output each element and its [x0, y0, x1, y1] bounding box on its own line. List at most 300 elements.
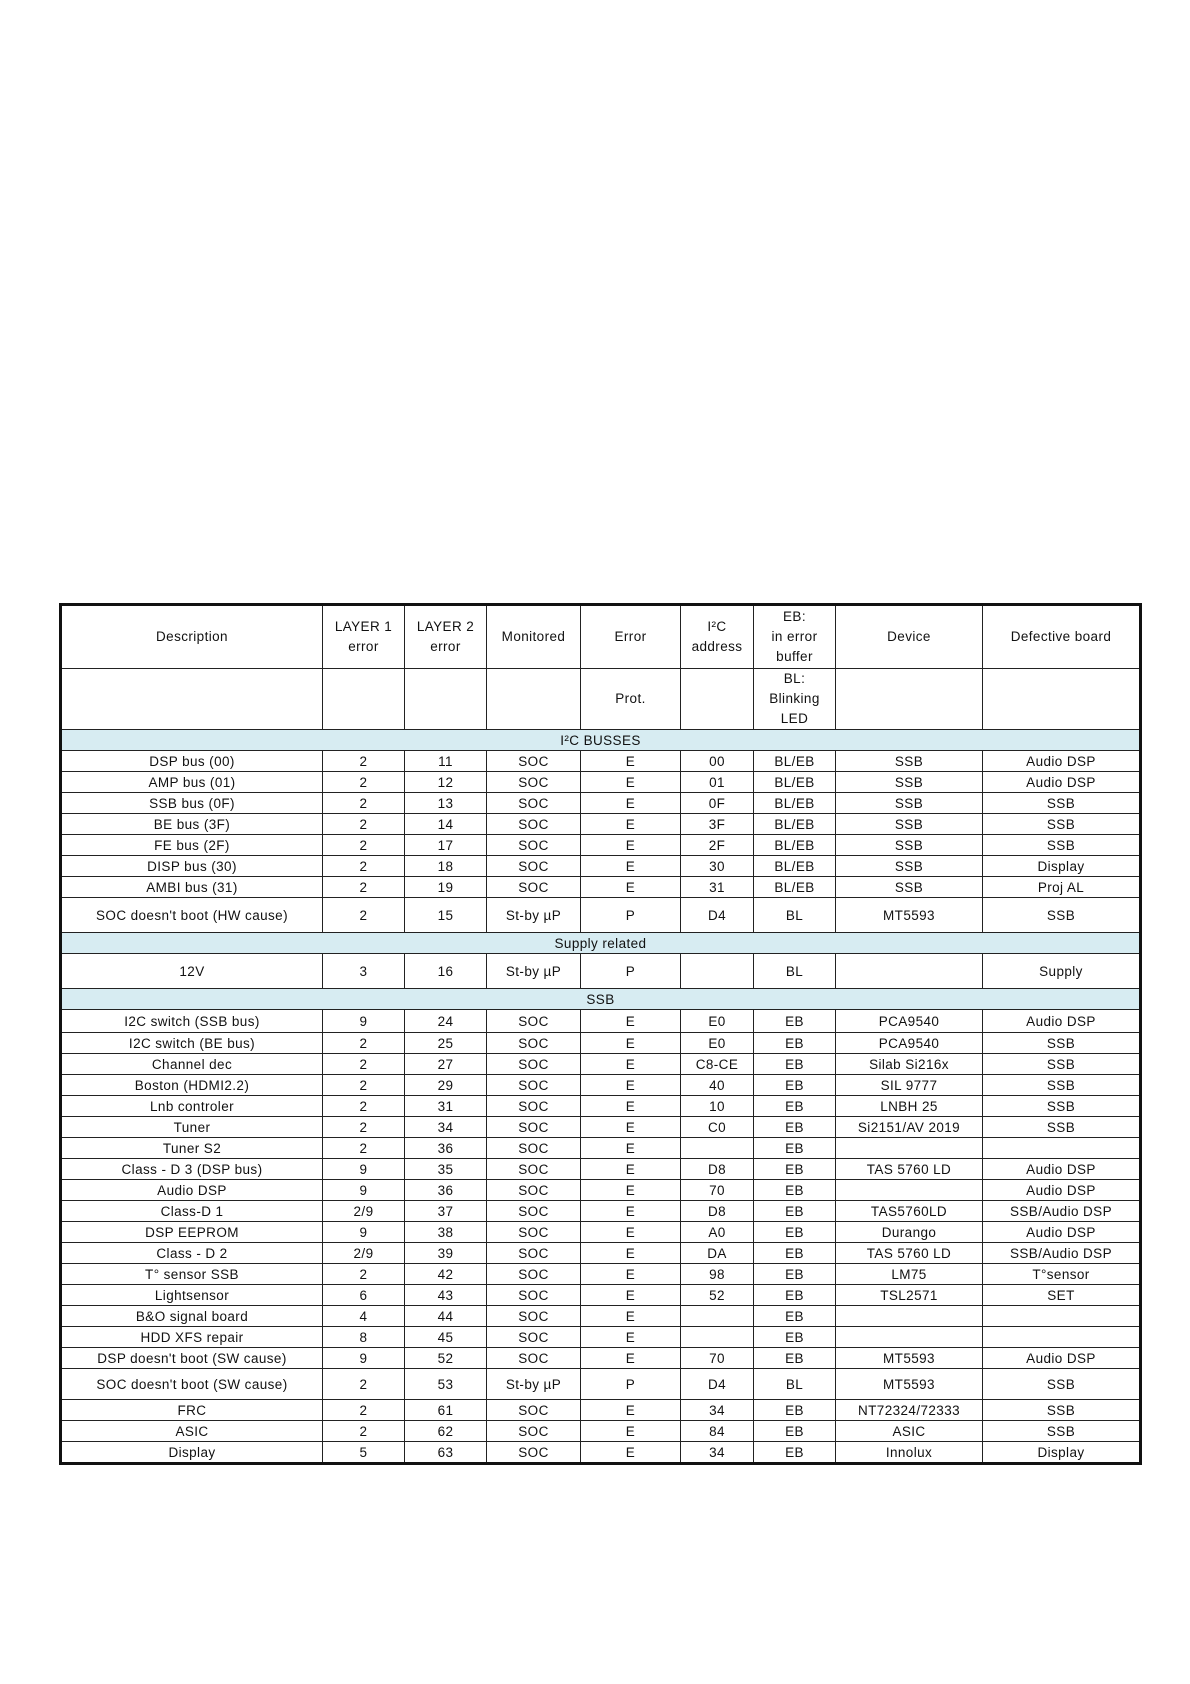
cell-defective-board: SSB [983, 835, 1141, 856]
cell-i2c-address: 70 [681, 1348, 754, 1369]
cell-device: ASIC [836, 1421, 983, 1442]
section-header-row [61, 730, 1141, 751]
cell-layer1-error: 2 [323, 1096, 405, 1117]
cell-eb-bl: EB [754, 1159, 836, 1180]
cell-layer2-error: 44 [405, 1306, 487, 1327]
header-layer1 [323, 605, 405, 669]
cell-error-type: P [581, 954, 681, 989]
cell-layer2-error: 62 [405, 1421, 487, 1442]
cell-layer2-error: 39 [405, 1243, 487, 1264]
cell-device: SSB [836, 877, 983, 898]
cell-layer1-error: 2 [323, 793, 405, 814]
cell-defective-board: Display [983, 1442, 1141, 1464]
cell-monitored: SOC [487, 1075, 581, 1096]
header-i2c-address [681, 605, 754, 669]
cell-error-type: E [581, 835, 681, 856]
section-title: I²C BUSSES [61, 730, 1141, 751]
cell-error-type: E [581, 1348, 681, 1369]
cell-defective-board: Audio DSP [983, 1180, 1141, 1201]
table-row [61, 1369, 1141, 1400]
cell-layer2-error: 45 [405, 1327, 487, 1348]
header-layer1-line1: LAYER 1 [334, 619, 393, 634]
cell-layer1-error: 9 [323, 1180, 405, 1201]
cell-layer2-error: 42 [405, 1264, 487, 1285]
cell-monitored: SOC [487, 814, 581, 835]
cell-i2c-address: D4 [681, 898, 754, 933]
subheader-empty [983, 669, 1141, 730]
cell-description: DSP bus (00) [61, 751, 323, 772]
cell-device: TAS5760LD [836, 1201, 983, 1222]
cell-eb-bl: EB [754, 1075, 836, 1096]
cell-error-type: E [581, 1117, 681, 1138]
header-monitored: Monitored [487, 605, 581, 669]
cell-device [836, 954, 983, 989]
table-row [61, 1400, 1141, 1421]
cell-layer2-error: 14 [405, 814, 487, 835]
cell-layer1-error: 2 [323, 814, 405, 835]
cell-layer2-error: 25 [405, 1033, 487, 1054]
cell-device [836, 1306, 983, 1327]
cell-description: AMBI bus (31) [61, 877, 323, 898]
cell-description: HDD XFS repair [61, 1327, 323, 1348]
cell-layer1-error: 2 [323, 751, 405, 772]
subheader-bl [754, 669, 836, 730]
cell-eb-bl: BL [754, 1369, 836, 1400]
cell-i2c-address: 34 [681, 1442, 754, 1464]
cell-device: MT5593 [836, 1369, 983, 1400]
subheader-empty [61, 669, 323, 730]
cell-defective-board: SSB [983, 1075, 1141, 1096]
cell-defective-board: SSB [983, 1033, 1141, 1054]
cell-eb-bl: EB [754, 1117, 836, 1138]
cell-description: Tuner S2 [61, 1138, 323, 1159]
cell-description: DISP bus (30) [61, 856, 323, 877]
cell-layer1-error: 2/9 [323, 1243, 405, 1264]
cell-defective-board: SSB [983, 1054, 1141, 1075]
cell-description: B&O signal board [61, 1306, 323, 1327]
cell-i2c-address: E0 [681, 1033, 754, 1054]
error-codes-table [59, 603, 1142, 1465]
table-row [61, 772, 1141, 793]
cell-description: Tuner [61, 1117, 323, 1138]
section-header-row [61, 933, 1141, 954]
cell-error-type: E [581, 1400, 681, 1421]
cell-eb-bl: EB [754, 1096, 836, 1117]
cell-eb-bl: EB [754, 1421, 836, 1442]
cell-error-type: E [581, 1138, 681, 1159]
cell-description: Class - D 3 (DSP bus) [61, 1159, 323, 1180]
cell-i2c-address [681, 1306, 754, 1327]
cell-description: Lnb controler [61, 1096, 323, 1117]
cell-i2c-address: 70 [681, 1180, 754, 1201]
cell-device: SSB [836, 814, 983, 835]
cell-layer1-error: 2 [323, 1421, 405, 1442]
cell-layer1-error: 9 [323, 1159, 405, 1180]
cell-eb-bl: EB [754, 1285, 836, 1306]
table-row [61, 954, 1141, 989]
cell-i2c-address: C0 [681, 1117, 754, 1138]
cell-device: Innolux [836, 1442, 983, 1464]
cell-description: I2C switch (SSB bus) [61, 1010, 323, 1033]
cell-monitored: SOC [487, 1421, 581, 1442]
cell-description: Lightsensor [61, 1285, 323, 1306]
cell-defective-board: Audio DSP [983, 751, 1141, 772]
cell-eb-bl: BL/EB [754, 856, 836, 877]
cell-monitored: SOC [487, 1327, 581, 1348]
cell-eb-bl: EB [754, 1054, 836, 1075]
cell-description: Channel dec [61, 1054, 323, 1075]
cell-error-type: E [581, 772, 681, 793]
cell-defective-board: T°sensor [983, 1264, 1141, 1285]
table-row [61, 793, 1141, 814]
cell-i2c-address: 52 [681, 1285, 754, 1306]
cell-description: T° sensor SSB [61, 1264, 323, 1285]
cell-layer1-error: 9 [323, 1348, 405, 1369]
cell-description: 12V [61, 954, 323, 989]
cell-i2c-address: 2F [681, 835, 754, 856]
cell-error-type: E [581, 1285, 681, 1306]
subheader-bl-line3: LED [780, 711, 809, 726]
cell-layer2-error: 37 [405, 1201, 487, 1222]
cell-error-type: E [581, 1033, 681, 1054]
cell-monitored: SOC [487, 1243, 581, 1264]
cell-eb-bl: BL [754, 898, 836, 933]
cell-layer1-error: 2 [323, 1264, 405, 1285]
subheader-bl-line1: BL: [783, 671, 806, 686]
cell-eb-bl: EB [754, 1306, 836, 1327]
cell-i2c-address: E0 [681, 1010, 754, 1033]
header-error: Error [581, 605, 681, 669]
cell-i2c-address: 98 [681, 1264, 754, 1285]
subheader-bl-line2: Blinking [769, 691, 820, 706]
cell-layer2-error: 29 [405, 1075, 487, 1096]
cell-defective-board: SET [983, 1285, 1141, 1306]
cell-defective-board: SSB [983, 1421, 1141, 1442]
header-i2c-line1: I²C [707, 619, 727, 634]
cell-eb-bl: EB [754, 1201, 836, 1222]
cell-i2c-address: D8 [681, 1159, 754, 1180]
cell-i2c-address: A0 [681, 1222, 754, 1243]
cell-layer2-error: 52 [405, 1348, 487, 1369]
cell-device: TSL2571 [836, 1285, 983, 1306]
cell-description: Display [61, 1442, 323, 1464]
cell-monitored: SOC [487, 1306, 581, 1327]
cell-i2c-address [681, 954, 754, 989]
cell-i2c-address: DA [681, 1243, 754, 1264]
cell-eb-bl: BL/EB [754, 751, 836, 772]
cell-monitored: SOC [487, 1054, 581, 1075]
cell-monitored: SOC [487, 793, 581, 814]
table-row [61, 1348, 1141, 1369]
cell-description: I2C switch (BE bus) [61, 1033, 323, 1054]
cell-defective-board: Supply [983, 954, 1141, 989]
subheader-prot: Prot. [581, 669, 681, 730]
table-row [61, 1243, 1141, 1264]
cell-device: SSB [836, 856, 983, 877]
error-codes-table-container [59, 603, 1139, 1465]
cell-monitored: SOC [487, 772, 581, 793]
table-row [61, 1138, 1141, 1159]
table-row [61, 1180, 1141, 1201]
table-row [61, 898, 1141, 933]
cell-eb-bl: EB [754, 1243, 836, 1264]
cell-description: ASIC [61, 1421, 323, 1442]
table-row [61, 835, 1141, 856]
cell-layer2-error: 31 [405, 1096, 487, 1117]
cell-layer1-error: 6 [323, 1285, 405, 1306]
cell-layer1-error: 5 [323, 1442, 405, 1464]
subheader-empty [405, 669, 487, 730]
cell-layer1-error: 2 [323, 1033, 405, 1054]
cell-error-type: E [581, 793, 681, 814]
cell-i2c-address: 40 [681, 1075, 754, 1096]
cell-defective-board: Audio DSP [983, 1348, 1141, 1369]
cell-description: SOC doesn't boot (SW cause) [61, 1369, 323, 1400]
cell-i2c-address [681, 1327, 754, 1348]
cell-device: NT72324/72333 [836, 1400, 983, 1421]
header-i2c-line2: address [691, 639, 743, 654]
cell-device: Silab Si216x [836, 1054, 983, 1075]
cell-layer2-error: 36 [405, 1180, 487, 1201]
header-layer2 [405, 605, 487, 669]
cell-device: MT5593 [836, 1348, 983, 1369]
table-row [61, 1054, 1141, 1075]
cell-monitored: St-by µP [487, 898, 581, 933]
cell-description: Class - D 2 [61, 1243, 323, 1264]
cell-i2c-address: 00 [681, 751, 754, 772]
cell-defective-board: Audio DSP [983, 1222, 1141, 1243]
cell-i2c-address: 34 [681, 1400, 754, 1421]
cell-eb-bl: BL/EB [754, 877, 836, 898]
cell-i2c-address: 0F [681, 793, 754, 814]
cell-eb-bl: EB [754, 1180, 836, 1201]
cell-error-type: E [581, 1159, 681, 1180]
cell-eb-bl: BL/EB [754, 835, 836, 856]
header-layer1-line2: error [348, 639, 379, 654]
cell-monitored: SOC [487, 1033, 581, 1054]
cell-error-type: P [581, 898, 681, 933]
cell-monitored: SOC [487, 751, 581, 772]
cell-defective-board: Proj AL [983, 877, 1141, 898]
cell-eb-bl: EB [754, 1400, 836, 1421]
cell-layer1-error: 2 [323, 835, 405, 856]
cell-description: Boston (HDMI2.2) [61, 1075, 323, 1096]
cell-monitored: St-by µP [487, 1369, 581, 1400]
cell-device: SSB [836, 751, 983, 772]
section-header-row [61, 989, 1141, 1010]
table-row [61, 856, 1141, 877]
cell-monitored: SOC [487, 1159, 581, 1180]
cell-eb-bl: EB [754, 1327, 836, 1348]
cell-error-type: E [581, 1096, 681, 1117]
cell-description: Class-D 1 [61, 1201, 323, 1222]
cell-error-type: E [581, 1327, 681, 1348]
cell-layer2-error: 63 [405, 1442, 487, 1464]
cell-layer2-error: 36 [405, 1138, 487, 1159]
cell-defective-board [983, 1327, 1141, 1348]
cell-error-type: E [581, 1222, 681, 1243]
cell-device: TAS 5760 LD [836, 1159, 983, 1180]
cell-layer1-error: 2 [323, 772, 405, 793]
header-device: Device [836, 605, 983, 669]
cell-layer1-error: 2 [323, 877, 405, 898]
cell-layer2-error: 61 [405, 1400, 487, 1421]
cell-error-type: E [581, 1264, 681, 1285]
cell-description: SSB bus (0F) [61, 793, 323, 814]
section-title: Supply related [61, 933, 1141, 954]
cell-layer1-error: 2 [323, 1075, 405, 1096]
cell-i2c-address: 84 [681, 1421, 754, 1442]
cell-error-type: E [581, 1243, 681, 1264]
cell-description: BE bus (3F) [61, 814, 323, 835]
table-row [61, 1075, 1141, 1096]
table-row [61, 877, 1141, 898]
cell-device: Durango [836, 1222, 983, 1243]
cell-error-type: E [581, 751, 681, 772]
table-row [61, 1327, 1141, 1348]
cell-layer2-error: 34 [405, 1117, 487, 1138]
cell-layer1-error: 8 [323, 1327, 405, 1348]
subheader-empty [323, 669, 405, 730]
cell-description: Audio DSP [61, 1180, 323, 1201]
cell-layer2-error: 53 [405, 1369, 487, 1400]
table-row [61, 814, 1141, 835]
cell-i2c-address: D4 [681, 1369, 754, 1400]
table-row [61, 1306, 1141, 1327]
cell-monitored: SOC [487, 1201, 581, 1222]
cell-eb-bl: BL [754, 954, 836, 989]
table-row [61, 1159, 1141, 1180]
subheader-row [61, 669, 1141, 730]
cell-eb-bl: BL/EB [754, 793, 836, 814]
cell-layer2-error: 35 [405, 1159, 487, 1180]
cell-description: AMP bus (01) [61, 772, 323, 793]
cell-description: FE bus (2F) [61, 835, 323, 856]
cell-device: LNBH 25 [836, 1096, 983, 1117]
cell-defective-board: Audio DSP [983, 1159, 1141, 1180]
cell-i2c-address: 31 [681, 877, 754, 898]
cell-monitored: SOC [487, 1400, 581, 1421]
table-row [61, 1033, 1141, 1054]
cell-monitored: SOC [487, 1010, 581, 1033]
cell-device [836, 1327, 983, 1348]
cell-layer2-error: 12 [405, 772, 487, 793]
cell-eb-bl: EB [754, 1348, 836, 1369]
cell-layer1-error: 9 [323, 1222, 405, 1243]
cell-error-type: E [581, 1306, 681, 1327]
header-layer2-line1: LAYER 2 [416, 619, 475, 634]
cell-defective-board: Audio DSP [983, 1010, 1141, 1033]
cell-defective-board: SSB [983, 1400, 1141, 1421]
header-row [61, 605, 1141, 669]
cell-monitored: SOC [487, 1348, 581, 1369]
section-title: SSB [61, 989, 1141, 1010]
cell-eb-bl: EB [754, 1442, 836, 1464]
header-eb-line1: EB: [783, 609, 806, 624]
cell-monitored: SOC [487, 1117, 581, 1138]
table-row [61, 751, 1141, 772]
cell-error-type: E [581, 1075, 681, 1096]
cell-error-type: E [581, 1054, 681, 1075]
cell-defective-board: SSB [983, 1096, 1141, 1117]
cell-device: Si2151/AV 2019 [836, 1117, 983, 1138]
cell-error-type: E [581, 1180, 681, 1201]
cell-defective-board [983, 1306, 1141, 1327]
cell-description: DSP doesn't boot (SW cause) [61, 1348, 323, 1369]
table-body [61, 605, 1141, 1464]
cell-eb-bl: EB [754, 1222, 836, 1243]
cell-monitored: SOC [487, 835, 581, 856]
cell-monitored: St-by µP [487, 954, 581, 989]
cell-description: FRC [61, 1400, 323, 1421]
cell-error-type: E [581, 1442, 681, 1464]
cell-error-type: E [581, 1421, 681, 1442]
cell-defective-board: SSB/Audio DSP [983, 1201, 1141, 1222]
cell-layer1-error: 2/9 [323, 1201, 405, 1222]
cell-monitored: SOC [487, 1222, 581, 1243]
cell-defective-board: SSB [983, 1369, 1141, 1400]
cell-i2c-address: 10 [681, 1096, 754, 1117]
cell-device: SSB [836, 793, 983, 814]
cell-i2c-address: C8-CE [681, 1054, 754, 1075]
cell-eb-bl: EB [754, 1033, 836, 1054]
cell-layer1-error: 2 [323, 1138, 405, 1159]
cell-i2c-address: 30 [681, 856, 754, 877]
cell-layer1-error: 2 [323, 1054, 405, 1075]
header-eb-line3: buffer [776, 649, 813, 664]
cell-error-type: E [581, 877, 681, 898]
cell-error-type: E [581, 814, 681, 835]
cell-monitored: SOC [487, 1264, 581, 1285]
cell-layer1-error: 3 [323, 954, 405, 989]
cell-device [836, 1138, 983, 1159]
cell-error-type: E [581, 1010, 681, 1033]
table-row [61, 1442, 1141, 1464]
cell-eb-bl: EB [754, 1264, 836, 1285]
header-eb [754, 605, 836, 669]
cell-eb-bl: EB [754, 1138, 836, 1159]
cell-layer2-error: 19 [405, 877, 487, 898]
cell-layer2-error: 15 [405, 898, 487, 933]
cell-device: PCA9540 [836, 1010, 983, 1033]
table-row [61, 1010, 1141, 1033]
table-row [61, 1421, 1141, 1442]
header-description: Description [61, 605, 323, 669]
cell-monitored: SOC [487, 877, 581, 898]
cell-i2c-address: 01 [681, 772, 754, 793]
cell-layer2-error: 38 [405, 1222, 487, 1243]
cell-defective-board: SSB [983, 793, 1141, 814]
cell-description: SOC doesn't boot (HW cause) [61, 898, 323, 933]
cell-error-type: E [581, 1201, 681, 1222]
cell-layer2-error: 24 [405, 1010, 487, 1033]
cell-defective-board: SSB [983, 1117, 1141, 1138]
subheader-empty [681, 669, 754, 730]
cell-defective-board: SSB/Audio DSP [983, 1243, 1141, 1264]
header-eb-line2: in error [771, 629, 818, 644]
cell-layer1-error: 2 [323, 1369, 405, 1400]
subheader-empty [487, 669, 581, 730]
cell-layer2-error: 43 [405, 1285, 487, 1306]
cell-error-type: E [581, 856, 681, 877]
cell-monitored: SOC [487, 1180, 581, 1201]
table-row [61, 1222, 1141, 1243]
cell-monitored: SOC [487, 1285, 581, 1306]
cell-device: PCA9540 [836, 1033, 983, 1054]
cell-device: TAS 5760 LD [836, 1243, 983, 1264]
cell-layer1-error: 2 [323, 898, 405, 933]
table-row [61, 1264, 1141, 1285]
